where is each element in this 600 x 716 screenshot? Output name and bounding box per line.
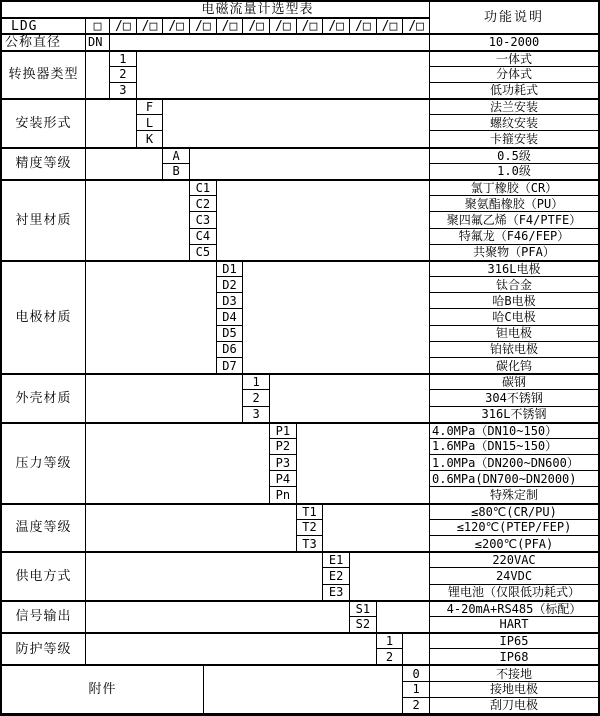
option-desc: ≤120℃(PTEP/FEP) (430, 520, 598, 536)
option-desc: 卡箍安装 (430, 131, 598, 147)
model-slot-7: /□ (270, 18, 297, 34)
option-code: P4 (270, 471, 297, 487)
option-code: D1 (217, 261, 244, 277)
section-label: 防护等级 (2, 633, 86, 665)
option-desc: 1.0MPa（DN200~DN600） (430, 455, 598, 471)
model-slot-11: /□ (377, 18, 404, 34)
option-desc: IP68 (430, 649, 598, 665)
option-desc: 4-20mA+RS485（标配） (430, 601, 598, 617)
option-code: 0 (403, 665, 430, 681)
option-desc: 接地电极 (430, 682, 598, 698)
section-label: 电极材质 (2, 261, 86, 374)
option-desc: 哈C电极 (430, 309, 598, 325)
option-code: 1 (377, 633, 404, 649)
section-label: 压力等级 (2, 423, 86, 504)
option-code: D4 (217, 309, 244, 325)
section-label: 衬里材质 (2, 180, 86, 261)
option-code: D6 (217, 342, 244, 358)
spacer-cell (86, 601, 350, 633)
option-code: T2 (297, 520, 324, 536)
spacer-cell (86, 552, 323, 601)
option-code: T3 (297, 536, 324, 552)
option-desc: 哈B电极 (430, 293, 598, 309)
option-desc: 220VAC (430, 552, 598, 568)
option-desc: 特氟龙（F46/FEP） (430, 229, 598, 245)
model-slot-box: □ (86, 18, 110, 34)
option-desc: ≤80℃(CR/PU) (430, 504, 598, 520)
option-desc: 螺纹安装 (430, 115, 598, 131)
option-code: C3 (190, 212, 217, 228)
section-label: 外壳材质 (2, 374, 86, 423)
option-desc: 碳钢 (430, 374, 598, 390)
option-desc: 共聚物（PFA） (430, 245, 598, 261)
option-code: D5 (217, 326, 244, 342)
option-code: C4 (190, 229, 217, 245)
option-code: 1 (243, 374, 270, 390)
spacer-cell (86, 504, 297, 553)
spacer-cell (110, 34, 430, 50)
model-slot-4: /□ (190, 18, 217, 34)
section-label: 供电方式 (2, 552, 86, 601)
spacer-cell (137, 51, 430, 100)
spacer-cell (377, 601, 430, 633)
option-desc: 1.6MPa（DN15~150） (430, 439, 598, 455)
option-code: D2 (217, 277, 244, 293)
option-desc: 0.6MPa(DN700~DN2000) (430, 471, 598, 487)
option-desc: 分体式 (430, 67, 598, 83)
spacer-cell (86, 633, 377, 665)
option-code: C1 (190, 180, 217, 196)
spacer-cell (163, 99, 430, 148)
spacer-cell (86, 423, 270, 504)
option-desc: 0.5级 (430, 148, 598, 164)
option-desc: 碳化钨 (430, 358, 598, 374)
model-slot-1: /□ (110, 18, 137, 34)
option-code: D7 (217, 358, 244, 374)
option-code: 2 (243, 390, 270, 406)
option-code: Pn (270, 487, 297, 503)
option-desc: 聚四氟乙烯（F4/PTFE） (430, 212, 598, 228)
option-desc: 聚氨酯橡胶（PU） (430, 196, 598, 212)
option-desc: 4.0MPa（DN10~150） (430, 423, 598, 439)
option-desc: 法兰安装 (430, 99, 598, 115)
option-desc: 304不锈钢 (430, 390, 598, 406)
spacer-cell (86, 180, 190, 261)
option-code: 2 (110, 67, 137, 83)
option-desc: 一体式 (430, 51, 598, 67)
spacer-cell (86, 148, 163, 180)
option-code: S1 (350, 601, 377, 617)
spacer-cell (86, 51, 110, 100)
option-desc: 低功耗式 (430, 83, 598, 99)
option-code: 3 (243, 407, 270, 423)
spacer-cell (86, 261, 217, 374)
model-slot-5: /□ (217, 18, 244, 34)
spacer-cell (243, 261, 430, 374)
section-label: 信号输出 (2, 601, 86, 633)
table-title: 电磁流量计选型表 (2, 2, 430, 18)
option-code: D3 (217, 293, 244, 309)
spacer-cell (86, 99, 137, 148)
option-desc: IP65 (430, 633, 598, 649)
option-desc: 316L电极 (430, 261, 598, 277)
option-desc: 316L不锈钢 (430, 407, 598, 423)
option-code: E2 (323, 568, 350, 584)
model-slot-6: /□ (243, 18, 270, 34)
spacer-cell (297, 423, 430, 504)
option-code: E3 (323, 585, 350, 601)
option-desc: 24VDC (430, 568, 598, 584)
spacer-cell (403, 633, 430, 665)
option-code: P2 (270, 439, 297, 455)
option-code: C5 (190, 245, 217, 261)
option-code: 1 (403, 682, 430, 698)
option-code: 1 (110, 51, 137, 67)
model-slot-3: /□ (163, 18, 190, 34)
option-code: F (137, 99, 164, 115)
model-slot-2: /□ (137, 18, 164, 34)
section-label: 温度等级 (2, 504, 86, 553)
option-desc: 1.0级 (430, 164, 598, 180)
section-label: 精度等级 (2, 148, 86, 180)
option-code: B (163, 164, 190, 180)
model-slot-9: /□ (323, 18, 350, 34)
spacer-cell (270, 374, 430, 423)
option-desc: 钽电极 (430, 326, 598, 342)
spacer-cell (190, 148, 430, 180)
option-code: P1 (270, 423, 297, 439)
model-slot-10: /□ (350, 18, 377, 34)
section-label: 转换器类型 (2, 51, 86, 100)
option-code: S2 (350, 617, 377, 633)
option-desc: 刮刀电极 (430, 698, 598, 714)
function-column-header: 功能说明 (430, 2, 598, 34)
model-slot-8: /□ (297, 18, 324, 34)
section-label: 附件 (2, 665, 204, 714)
option-desc: 锂电池（仅限低功耗式） (430, 585, 598, 601)
section-label: 公称直径 (2, 34, 86, 50)
option-desc: HART (430, 617, 598, 633)
option-desc: 不接地 (430, 665, 598, 681)
model-prefix-label: LDG (2, 18, 86, 34)
model-slot-12: /□ (403, 18, 430, 34)
option-code: 2 (377, 649, 404, 665)
option-code: T1 (297, 504, 324, 520)
spacer-cell (204, 665, 403, 714)
option-desc: 特殊定制 (430, 487, 598, 503)
option-code: DN (86, 34, 110, 50)
option-code: K (137, 131, 164, 147)
option-code: C2 (190, 196, 217, 212)
spacer-cell (86, 374, 243, 423)
spacer-cell (323, 504, 430, 553)
spacer-cell (217, 180, 430, 261)
option-code: P3 (270, 455, 297, 471)
spacer-cell (350, 552, 430, 601)
option-code: 3 (110, 83, 137, 99)
option-desc: ≤200℃(PFA) (430, 536, 598, 552)
option-code: L (137, 115, 164, 131)
option-code: A (163, 148, 190, 164)
option-code: 2 (403, 698, 430, 714)
option-desc: 铂铱电极 (430, 342, 598, 358)
option-desc: 钛合金 (430, 277, 598, 293)
option-desc: 10-2000 (430, 34, 598, 50)
section-label: 安装形式 (2, 99, 86, 148)
option-code: E1 (323, 552, 350, 568)
option-desc: 氯丁橡胶（CR） (430, 180, 598, 196)
